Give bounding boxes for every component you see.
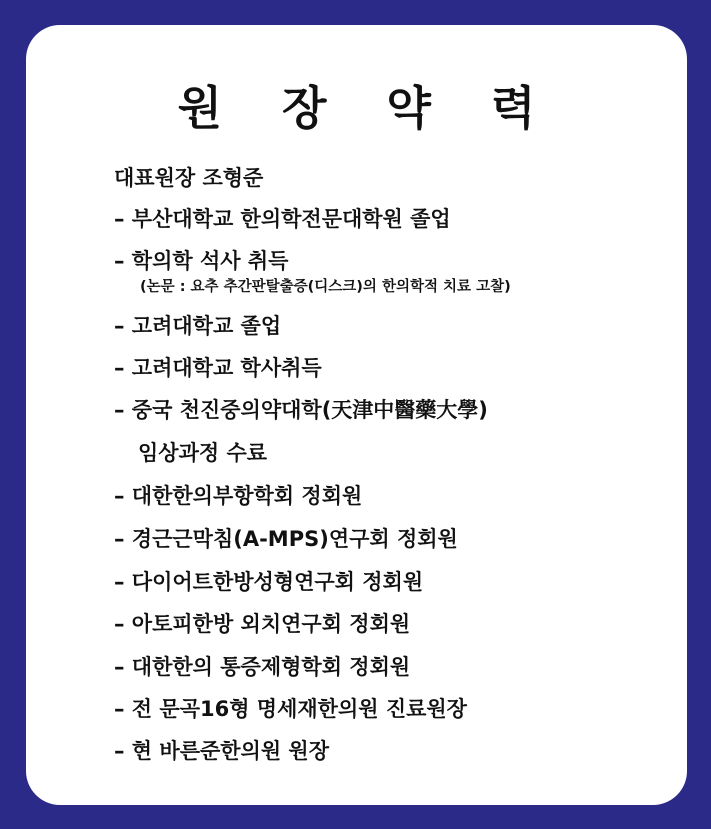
career-item: – 경근근막침(A-MPS)연구회 정회원 [114,527,458,551]
career-item: – 중국 천진중의약대학(天津中醫藥大學) [114,398,488,422]
career-item: – 고려대학교 졸업 [114,314,282,338]
page-title: 원 장 약 력 [177,81,558,135]
career-item: – 대한한의부항학회 정회원 [114,484,363,508]
career-item: – 학의학 석사 취득 [114,249,289,273]
career-item: – 고려대학교 학사취득 [114,356,322,380]
career-item: – 대한한의 통증제형학회 정회원 [114,655,411,679]
career-item: – 전 문곡16형 명세재한의원 진료원장 [114,697,467,721]
career-item: – 현 바른준한의원 원장 [114,739,330,763]
thesis-note: (논문 : 요추 추간판탈출증(디스크)의 한의학적 치료 고찰) [140,279,511,295]
career-item: – 부산대학교 한의학전문대학원 졸업 [114,207,451,231]
career-item: – 아토피한방 외치연구회 정회원 [114,612,411,636]
career-item: – 다이어트한방성형연구회 정회원 [114,570,424,594]
career-item-continued: 임상과정 수료 [138,441,268,465]
profile-card [26,25,687,805]
doctor-name: 대표원장 조형준 [114,166,264,190]
